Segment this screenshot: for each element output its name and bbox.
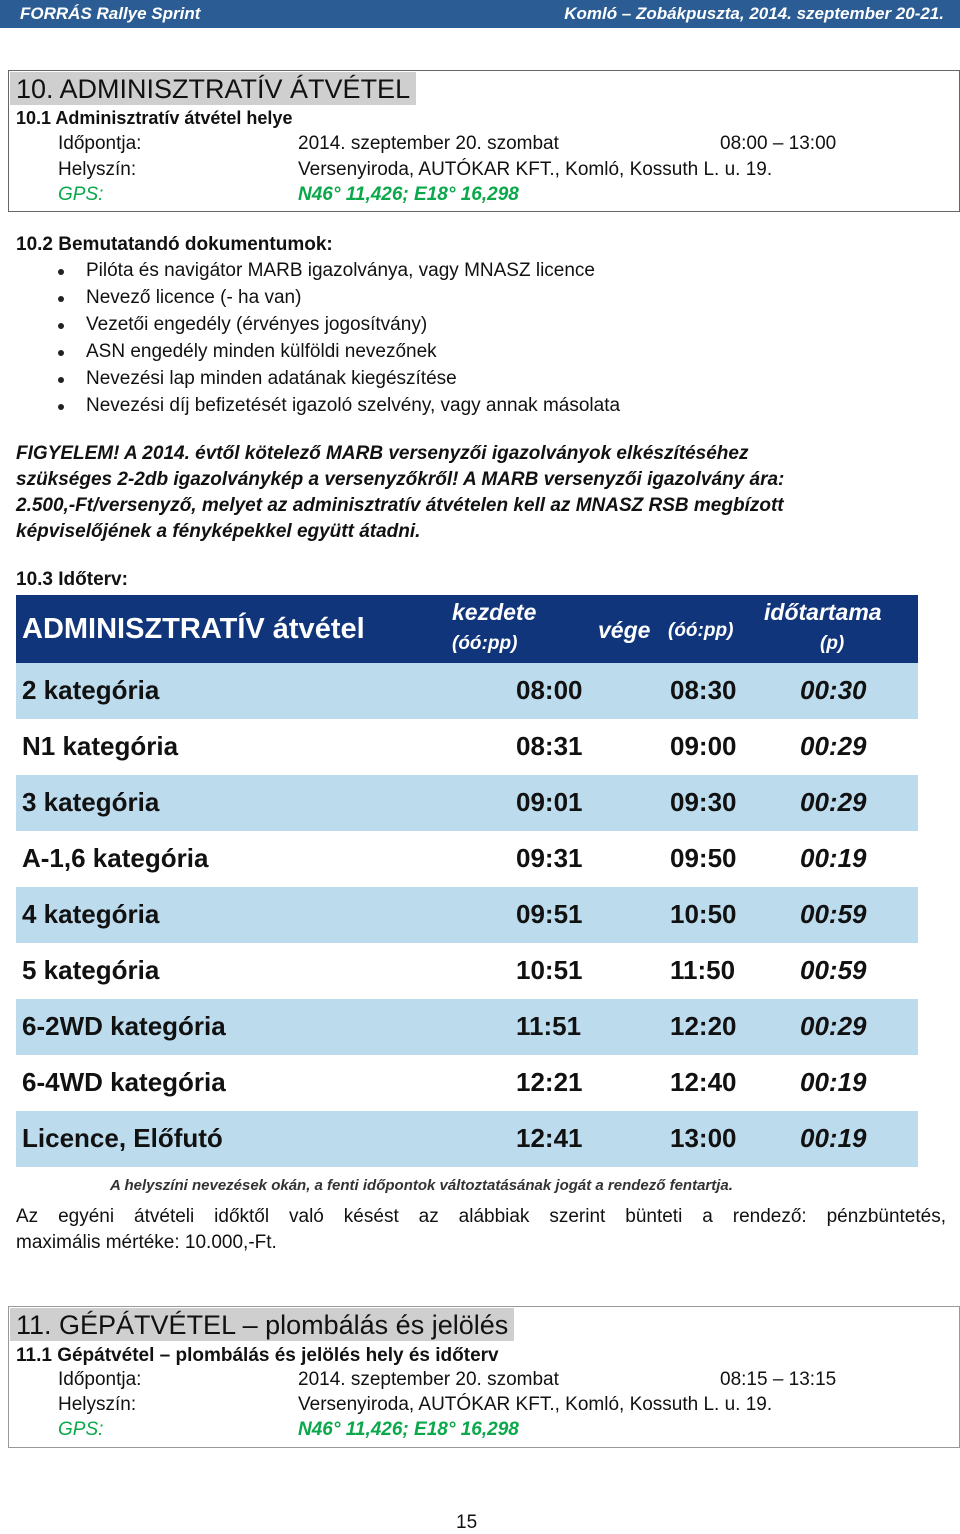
location-value: Versenyiroda, AUTÓKAR KFT., Komló, Kossuth L. u. 19.	[298, 159, 773, 180]
time-label: Időpontja:	[58, 133, 142, 154]
table-row: Licence, Előfutó 12:41 13:00 00:19	[16, 1111, 918, 1167]
subsection-10-1: 10.1 Adminisztratív átvétel helye	[16, 108, 293, 128]
location-label: Helyszín:	[58, 159, 137, 180]
table-row: 6-2WD kategória 11:51 12:20 00:29	[16, 999, 918, 1055]
col-duration-header: időtartama	[764, 599, 882, 625]
list-item: Nevezési lap minden adatának kiegészítése	[0, 368, 960, 395]
gps-value: N46° 11,426; E18° 16,298	[298, 184, 519, 205]
table-row: N1 kategória 08:31 09:00 00:29	[16, 719, 918, 775]
col-end-unit: (óó:pp)	[668, 620, 734, 641]
section-10-title: 10. ADMINISZTRATÍV ÁTVÉTEL	[10, 72, 416, 105]
schedule-table	[16, 595, 918, 1205]
table-row: 4 kategória 09:51 10:50 00:59	[16, 887, 918, 943]
subsection-10-3: 10.3 Időterv:	[16, 569, 128, 590]
list-item: Vezetői engedély (érvényes jogosítvány)	[0, 314, 960, 341]
table-row: A-1,6 kategória 09:31 09:50 00:19	[16, 831, 918, 887]
header-left: FORRÁS Rallye Sprint	[20, 4, 201, 23]
table-row: 5 kategória 10:51 11:50 00:59	[16, 943, 918, 999]
list-item: ASN engedély minden külföldi nevezőnek	[0, 341, 960, 368]
gps-label: GPS:	[58, 1419, 104, 1440]
time-range: 08:15 – 13:15	[720, 1369, 837, 1390]
penalty-paragraph: Az egyéni átvételi időktől való késést az alábbiak szerint bünteti a rendező: pénzbüntetés, maximális mértéke: 10.000,-Ft.	[16, 1206, 946, 1253]
time-value: 2014. szeptember 20. szombat	[298, 133, 559, 154]
header-right: Komló – Zobákpuszta, 2014. szeptember 20-21.	[564, 4, 944, 23]
time-label: Időpontja:	[58, 1369, 142, 1390]
gps-label: GPS:	[58, 184, 104, 205]
table-row: 2 kategória 08:00 08:30 00:30	[16, 663, 918, 719]
location-label: Helyszín:	[58, 1394, 137, 1415]
warning-notice: FIGYELEM! A 2014. évtől kötelező MARB versenyzői igazolványok elkészítéséhez szükséges 2-2db igazolványkép a versenyzőkről! A MARB versenyzői igazolvány ára: 2.500,-Ft/versenyző, melyet az adminisztratív átvételen kell az MNASZ RSB megbízott képviselőjének a fényképekkel együtt átadni.	[16, 443, 785, 542]
table-row: 3 kategória 09:01 09:30 00:29	[16, 775, 918, 831]
section-11-title: 11. GÉPÁTVÉTEL – plombálás és jelölés	[10, 1308, 514, 1341]
running-header	[0, 0, 960, 28]
list-item: Pilóta és navigátor MARB igazolványa, vagy MNASZ licence	[0, 260, 960, 287]
document-list	[0, 260, 960, 430]
time-value: 2014. szeptember 20. szombat	[298, 1369, 559, 1390]
page-number: 15	[456, 1512, 478, 1533]
col-start-unit: (óó:pp)	[452, 633, 518, 654]
table-footnote: A helyszíni nevezések okán, a fenti időpontok változtatásának jogát a rendező fentartja.	[110, 1177, 733, 1194]
gps-value: N46° 11,426; E18° 16,298	[298, 1419, 519, 1440]
col-start-header: kezdete	[452, 599, 537, 625]
list-item: Nevezési díj befizetését igazoló szelvény, vagy annak másolata	[0, 395, 960, 422]
time-range: 08:00 – 13:00	[720, 133, 837, 154]
subsection-10-2: 10.2 Bemutatandó dokumentumok:	[16, 234, 333, 255]
table-title: ADMINISZTRATÍV átvétel	[22, 613, 365, 645]
col-duration-unit: (p)	[820, 633, 845, 654]
location-value: Versenyiroda, AUTÓKAR KFT., Komló, Kossuth L. u. 19.	[298, 1394, 773, 1415]
list-item: Nevező licence (- ha van)	[0, 287, 960, 314]
subsection-11-1: 11.1 Gépátvétel – plombálás és jelölés hely és időterv	[16, 1345, 499, 1366]
table-header	[16, 595, 918, 663]
table-row: 6-4WD kategória 12:21 12:40 00:19	[16, 1055, 918, 1111]
col-end-header: vége	[598, 617, 651, 643]
